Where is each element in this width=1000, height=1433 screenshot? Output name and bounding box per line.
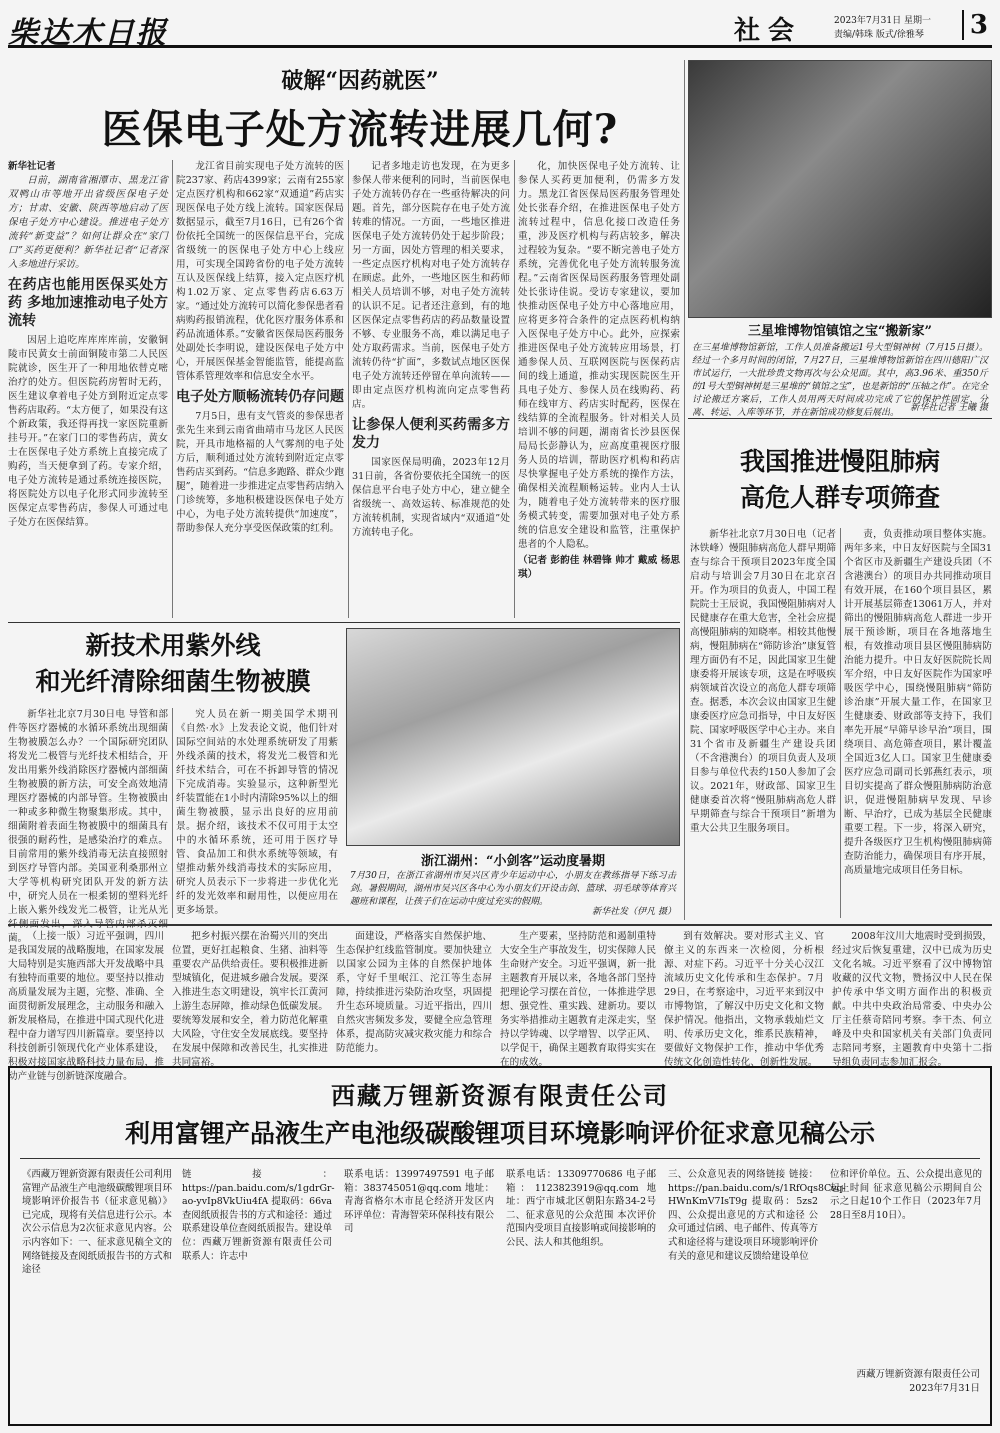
notice-column-4: 联系电话：13309770686 电子邮箱：1123823919@qq.com 地址：西宁市城北区朝阳东路34-2号 二、征求意见的公众范围 本次评价范围内受项目直接影响或间接影响的公民、法人和其他组织。	[506, 1169, 657, 1248]
lead-headline: 医保电子处方流转进展几何?	[101, 106, 619, 153]
notice-rule	[20, 1158, 980, 1159]
notice-column-2: 链接：https://pan.baidu.com/s/1gdrGr-ao-yvIp8VkUiu4fA 提取码：66va 查阅纸质报告书的方式和途径：通过联系建设单位查阅纸质报告。建设单位：西藏万锂新资源有限责任公司 联系人：许志中	[182, 1169, 335, 1262]
notice-column-6: 位和评价单位。五、公众提出意见的起止时间 征求意见稿公示期间自公示之日起10个工作日（2023年7月28日至8月10日）。	[830, 1169, 982, 1221]
column-rule	[684, 60, 685, 920]
lead-text-3b: 国家医保局明确，2023年12月31日前，各省份要依托全国统一的医保信息平台电子处方中心，建立健全省级统一、高效运转、标准规范的处方流转机制，实现省域内“双通道”处方流转电子化。	[352, 457, 510, 538]
lead-text-1: 因居上追吃库库库库前，安徽铜陵市民黄女士前面铜陵市第二人民医院就诊，医生开了一种用地依替克嘧治疗的处方。但医院药房暂时无药，医生建议拿着电子处方到附近定点零售药店取药。“太方便了，如果没有这个新政策，我还得再找一家医院重新挂号开。”在家门口的零售药店，黄女士在医保电子处方系统上直接完成了购药，当天便拿到了药。专家介绍，电子处方流转是通过系统连接医院，将医院处方以电子化形式同步流转至医保定点零售药店，参保人可通过电子处方在医保结算。	[8, 335, 168, 528]
lead-byline: 新华社记者	[8, 161, 56, 172]
issue-date: 2023年7月31日 星期一	[834, 16, 931, 26]
lead-column-1	[8, 160, 168, 618]
lead-column-4	[518, 160, 680, 618]
newspaper-name: 柴达木日报	[8, 16, 168, 51]
column-rule	[172, 160, 173, 618]
page-number: 3	[962, 10, 988, 40]
bottom-column-5	[664, 930, 824, 1068]
column-rule	[514, 160, 515, 618]
section-rule	[688, 418, 992, 419]
column-rule	[172, 708, 173, 918]
notice-signoff	[830, 1368, 980, 1408]
bottom-text-1: （上接一版）习近平强调，四川是我国发展的战略腹地，在国家发展大局特别是实施西部大开发战略中具有独特而重要的地位。要坚持以推动高质量发展为主题，完整、准确、全面贯彻新发展理念，主动服务和融入新发展格局，在推进中国式现代化进程中奋力谱写四川新篇章。要坚持以科技创新引领现代化产业体系建设，积极对接国家战略科技力量布局，推动产业链与创新链深度融合。	[8, 931, 164, 1082]
bottom-column-2	[172, 930, 328, 1068]
lead-kicker: 破解“因药就医”	[281, 68, 439, 94]
bottom-text-2: 把乡村振兴摆在治蜀兴川的突出位置，更好扛起粮食、生猪、油料等重要农产品供给责任。要积极推进新型城镇化，促进城乡融合发展。要深入推进生态文明建设，筑牢长江黄河上游生态屏障，推动绿色低碳发展。要统筹发展和安全，着力防范化解重大风险，守住安全发展底线。要坚持在发展中保障和改善民生，扎实推进共同富裕。	[172, 931, 328, 1068]
lung-column-1	[690, 528, 836, 918]
bottom-text-4: 生产要素，坚持防范和遏制重特大安全生产事故发生，切实保障人民生命财产安全。习近平强调，新一批主题教育开展以来，各地各部门坚持把理论学习摆在首位，一体推进学思想、强党性、重实践、建新功。要以务实举措推动主题教育走深走实，坚持以学铸魂、以学增智、以学正风、以学促干，确保主题教育取得实实在在的成效。	[500, 931, 656, 1068]
bottom-column-4	[500, 930, 656, 1068]
notice-signoff-company: 西藏万锂新资源有限责任公司	[856, 1369, 980, 1380]
bottom-column-1	[8, 930, 164, 1082]
section-rule	[8, 622, 680, 623]
lung-headline	[688, 444, 992, 518]
lead-text-3: 记者多地走访也发现，在为更多参保人带来便利的同时，当前医保电子处方流转仍存在一些亟待解决的问题。首先，部分医院存在电子处方流转难的情况。一方面，一些地区推进医保电子处方流转仍处于起步阶段；另一方面，因处方管理的相关要求，一些定点医疗机构对电子处方流转存在顾虑。此外，一些地区医生和药师相关人员培训不够，对电子处方流转的认识不足。记者还注意到，有的地区医保定点零售药店的药品数量设置不够、专业服务不高，难以满足电子处方取药需求。当前，医保电子处方流转仍待“扩面”，多数试点地区医保电子处方流转还停留在单向流转——即由定点医疗机构流向定点零售药店。	[352, 161, 510, 410]
section-name: 社会	[734, 16, 803, 46]
fencing-photo	[346, 628, 680, 846]
lead-text-2b: 7月5日，患有支气管炎的参保患者张先生来到云南省曲靖市马龙区人民医院，开具市地格福的人气雾剂的电子处方后，顺利通过处方流转到附近定点零售药店买到药。“信息多跑路、群众少跑腿”，随着进一步推进定点零售药店纳入门诊统筹，多地积极建设医保电子处方中心，为电子处方流转提供“加速度”，帮助参保人充分享受医保政策的红利。	[176, 411, 344, 534]
lung-column-2	[844, 528, 992, 918]
lead-text-4: 化，加快医保电子处方流转、让参保人买药更加便利，仍需多方发力。黑龙江省医保局医药服务管理处处长张春介绍，在推进医保电子处方流转过程中，信息化接口改造任务重，涉及医疗机构与药店较多，解决过程较为复杂。“要不断完善电子处方系统，完善优化电子处方流转服务流程。”云南省医保局医药服务管理处副处长张诗佳说。受访专家建议，要加快推动医保电子处方中心落地应用，应将更多符合条件的定点医药机构纳入医保电子处方中心。此外，应探索推进医保电子处方流转应用场景，打通参保人员、互联网医院与医保药店间的线上通道，推动实现医院医生开具电子处方、参保人员在线购药、药师在线审方、药店实时配药，医保在线结算的全流程服务。针对相关人员培训不够的问题，湖南省长沙县医保局局长彭静认为，应高度重视医疗服务人员的培训，帮助医疗机构和药店尽快掌握电子处方系统的操作方法，确保相关流程顺畅运转。业内人士认为，随着电子处方流转带来的医疗服务模式转变，需要加强对电子处方系统的信息安全建设和监管，注重保护患者的个人隐私。	[518, 161, 680, 550]
lead-text-2: 龙江省目前实现电子处方流转的医院237家、药店4399家；云南有255家定点医疗机构和662家“双通道”药店实现医保电子处方线上流转。国家医保局数据显示，截至7月16日，已有26个省份依托全国统一的医保信息平台，完成省级统一的医保电子处方中心上线应用，可实现全国跨省份的电子处方流转互认及医保线上结算，接入定点医疗机构1.02万家、定点零售药店6.63万家。“通过处方流转可以简化参保患者看病购药报销流程，优化医疗服务体系和药品流通体系。”安徽省医保局医药服务处副处长李明说，建设医保电子处方中心，开展医保基金智能监管，能提高监管体系管理效率和信息安全水平。	[176, 161, 344, 382]
public-notice-box	[8, 1066, 992, 1426]
column-rule	[840, 528, 841, 918]
lead-subhead-3: 让参保人便利买药需多方发力	[352, 417, 510, 451]
uv-text-1: 新华社北京7月30日电 导管和部件等医疗器械的水循环系统出现细菌生物被膜怎么办？一个国际研究团队将发光二极管与光纤技术相结合，开发出用紫外线消除医疗器械内部细菌生物被膜的新方法，可安全高效地清理医疗器械的内部导管。生物被膜由一种或多种微生物聚集形成。其中，细菌附着表面生物被膜中的细菌具有很强的耐药性，是感染治疗的难点。目前常用的紫外线消毒无法直接照射到医疗导管内部。美国亚利桑那州立大学等机构研究团队开发的新方法中，研究人员在一根柔韧的塑料光纤上嵌入紫外线发光二极管，让光从光 菌。	[8, 709, 168, 944]
bottom-text-6: 2008年汶川大地震时受到损毁，经过灾后恢复重建，汉中已成为历史文化名城。习近平察看了汉中博物馆收藏的汉代文物，赞扬汉中人民在保护传承中华文明方面作出的积极贡献。中共中央政治局常委、中央办公厅主任蔡奇陪同考察。李干杰、何立峰及中央和国家机关有关部门负责同志陪同考察，主题教育中央第十二指导组负责同志参加汇报会。	[832, 931, 992, 1068]
lead-column-2	[176, 160, 344, 618]
lead-subhead-1: 在药店也能用医保买处方药 多地加速推动电子处方流转	[8, 277, 168, 329]
lead-subhead-2: 电子处方顺畅流转仍存问题	[176, 389, 344, 405]
section-rule	[8, 924, 992, 926]
lung-text-2: 责，负责推动项目整体实施。两年多来，中日友好医院与全国31个省区市及新疆生产建设兵团（不含港澳台）的项目办共同推动项目有效开展，在160个项目县区，累计开展基层筛查13061万人，并对筛出的慢阻肺病高危人群进一步开展干预诊断，项目在各地落地生根，有效推动项目县区慢阻肺病防治能力提升。中日友好医院院长周军介绍，中日友好医院作为国家呼吸医学中心，围绕慢阻肺病“筛防诊治康”开展大量工作，在国家卫生健康委、财政部等支持下，我们率先开展“早筛早诊早治”项目，围绕项目、高危筛查项目，累计覆盖全国近3亿人口。国家卫生健康委医疗应急司副司长郭燕红表示，项目切实提高了群众慢阻肺病防治意识，促进慢阻肺病早发现、早诊断、早治疗，已成为基层全民健康重要工程。下一步，将深入研究，提升各级医疗卫生机构慢阻肺病筛查防治能力，确保项目有序开展，高质量地完成项目任务目标。	[844, 529, 992, 876]
notice-column-5: 三、公众意见表的网络链接 链接：https://pan.baidu.com/s/1RfOqs8Cvq-HWnKmV7IsT9g 提取码：5zs2 四、公众提出意见的方式和途径 公众可通过信函、电子邮件、传真等方式和途径将与建设项目环境影响评价有关的意见和建议反馈给建设单位	[668, 1169, 846, 1262]
museum-photo	[688, 60, 992, 318]
museum-photo-title: 三星堆博物馆镇馆之宝“搬新家”	[748, 324, 932, 339]
lead-credit: （记者 彭韵佳 林碧锋 帅才 戴威 杨思琪）	[518, 555, 680, 580]
notice-company: 西藏万锂新资源有限责任公司	[331, 1081, 669, 1110]
notice-signoff-date: 2023年7月31日	[909, 1383, 980, 1394]
notice-title: 利用富锂产品液生产电池级碳酸锂项目环境影响评价征求意见稿公示	[124, 1119, 875, 1148]
uv-column-1	[8, 708, 168, 944]
lead-intro: 日前，湖南省湘潭市、黑龙江省双鸭山市等地开出省级医保电子处方；甘肃、安徽、陕西等地启动了医保电子处方中心建设。推进电子处方流转“新变益”？如何让群众在“家门口”买药更便利？新华社记者“记者深入多地进行采访。	[8, 175, 168, 270]
editors: 责编/韩珠 版式/徐雅琴	[834, 30, 924, 40]
notice-column-1: 《西藏万锂新资源有限责任公司利用富锂产品液生产电池级碳酸锂项目环境影响评价报告书（征求意见稿）》已完成，现将有关信息进行公示。本次公示信息为2次征求意见内容。公示内容如下：一、征求意见稿全文的网络链接及查阅纸质报告书的方式和途径	[22, 1169, 173, 1276]
uv-column-2	[176, 708, 338, 918]
museum-photo-credit: 新华社记者 王曦 摄	[910, 403, 988, 413]
masthead	[8, 8, 992, 51]
lung-text-1: 新华社北京7月30日电（记者 沐铁峰）慢阻肺病高危人群早期筛查与综合干预项目2023年度全国启动与培训会7月30日在北京召开。作为项目的负责人，中国工程院院士王辰说，我国慢阻肺病对人民健康存在重大危害，全社会应提高慢阻肺病的知晓率。相较其他慢病，慢阻肺病在“筛防诊治”康复管理方面仍有不足，因此国家卫生健康委将开展该专项，这是在呼吸疾病领域首次设立的高危人群专项筛查。据悉，本次会议由国家卫生健康委医疗应急司指导，中日友好医院、国家呼吸医学中心主办。来自31个省市及新疆生产建设兵团（不含港澳台）的项目负责人及项目参与单位代表约150人参加了会议。2021年，财政部、国家卫生健康委首次将“慢阻肺病高危人群早期筛查与综合干预项目”新增为重大公共卫生服务项目。	[690, 529, 836, 834]
lead-column-3	[352, 160, 510, 618]
bottom-column-3	[336, 930, 492, 1060]
uv-headline-line-2: 和光纤清除细菌生物被膜	[35, 667, 311, 696]
museum-photo-caption: 在三星堆博物馆新馆，工作人员准备搬运1号大型铜神树（7月15日摄）。经过一个多月时间的闭馆，7月27日，三星堆博物馆新馆在四川德阳广汉市试运行，一大批珍贵文物再次与公众见面。其中，高3.96米、重350斤的1号大型铜神树是三星堆的“镇馆之宝”，也是新馆的“压轴之作”。在完全讨论搬迁方案后，工作人员用两天时间成功完成了它的保护性固定、分离、转运、入库等环节，并在新馆成功修复后展出。	[692, 343, 988, 418]
fencing-photo-caption: 7月30日，在浙江省湖州市吴兴区青少年运动中心，小朋友在教练指导下练习击剑。暑假期间，湖州市吴兴区各中心为小朋友们开设击剑、篮球、羽毛球等体育兴趣班和课程，让孩子们在运动中度过充实的假期。	[350, 871, 676, 907]
notice-column-3: 联系电话：13997497591 电子邮箱：383745051@qq.com 地址：青海省格尔木市昆仑经济开发区内 环评单位：青海智荣环保科技有限公司	[344, 1169, 495, 1235]
bottom-text-3: 面建设，严格落实自然保护地、生态保护红线监管制度。要加快建立以国家公园为主体的自然保护地体系，守好千里岷江、沱江等生态屏障，持续推进污染防治攻坚，巩固提升生态环境质量。习近平指出，四川自然灾害频发多发，要健全应急管理体系，提高防灾减灾救灾能力和综合防范能力。	[336, 931, 492, 1054]
dateline	[834, 14, 931, 42]
lung-headline-line-2: 高危人群专项筛查	[739, 483, 940, 512]
uv-headline-line-1: 新技术用紫外线	[85, 631, 261, 660]
fencing-photo-credit: 新华社发（伊凡 摄）	[592, 907, 676, 917]
bottom-column-6	[832, 930, 992, 1068]
lung-headline-line-1: 我国推进慢阻肺病	[739, 447, 940, 476]
uv-text-2: 究人员在新一期美国学术期刊《自然·水》上发表论文说，他们针对国际空间站的水处理系统研发了用紫外线杀菌的技术，将发光二极管和光纤技术结合，可在不拆卸导管的情况下完成消毒。实验显示，这种新型光纤装置能在1小时内清除95%以上的细菌生物被膜，显示出良好的应用前景。据介绍，该技术不仅可用于太空中的水循环系统，还可用于医疗导管、食品加工和供水系统等领域，有望推动紫外线消毒技术的实际应用，研究人员表示下一步将进一步优化光纤的发光效率和耐用性，以便应用在更多场景。	[176, 709, 338, 916]
fencing-photo-title: 浙江湖州：“小剑客”运动度暑期	[421, 854, 605, 869]
uv-headline	[8, 628, 338, 704]
column-rule	[348, 160, 349, 618]
bottom-text-5: 到有效解决。要对形式主义、官僚主义的东西来一次检阅，分析根源、对症下药。习近平十分关心汉江流域历史文化传承和生态保护。7月29日，在考察途中，习近平来到汉中市博物馆，了解汉中历史文化和文物保护情况。他指出，文物承载灿烂文明、传承历史文化，维系民族精神，要做好文物保护工作，推动中华优秀传统文化创造性转化、创新性发展。	[664, 931, 824, 1068]
